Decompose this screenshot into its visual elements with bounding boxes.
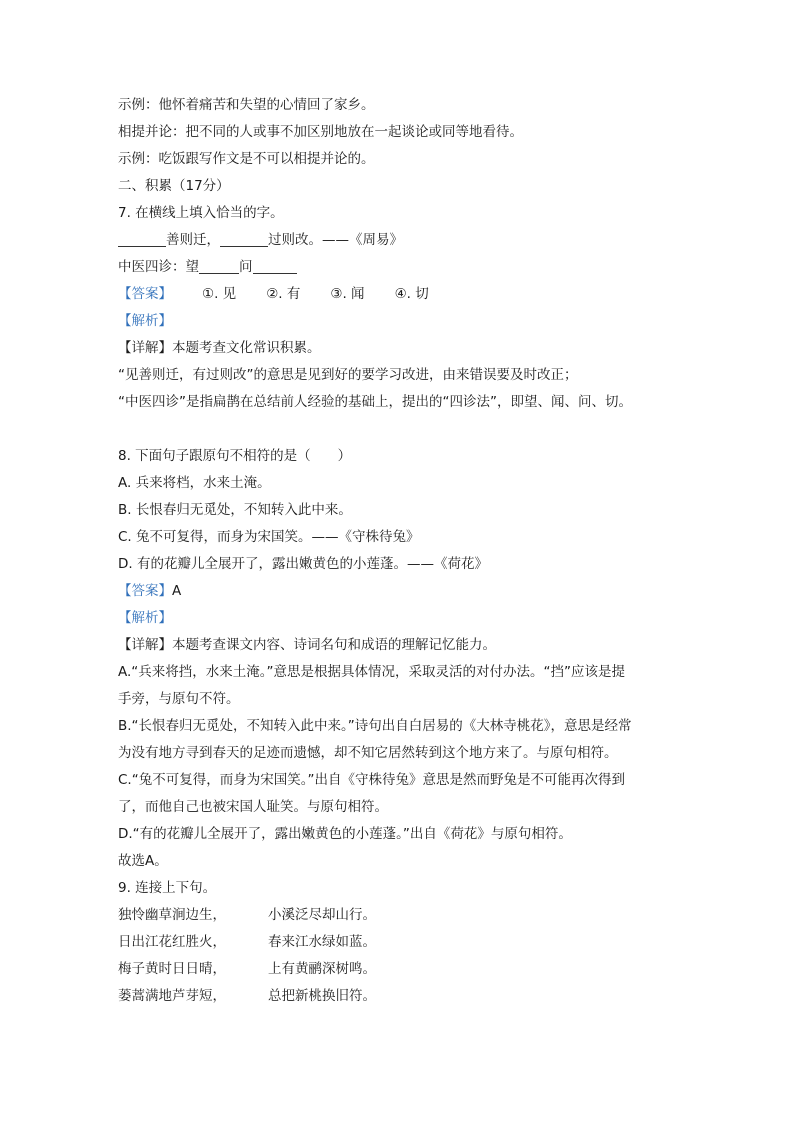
q7-text: 过则改。——《周易》: [268, 232, 403, 248]
analysis-tag: 【解析】: [118, 610, 172, 626]
q7-text: 中医四诊：望: [118, 259, 199, 275]
document-page: [118, 92, 678, 1010]
q7-explanation-1: “见善则迁，有过则改”的意思是见到好的要学习改进，由来错误要及时改正；: [118, 367, 578, 383]
answer-item: ④. 切: [394, 286, 429, 302]
poem-upper-line[interactable]: 梅子黄时日日晴，: [118, 961, 226, 977]
definition-line: 相提并论：把不同的人或事不加区别地放在一起谈论或同等地看待。: [118, 124, 523, 140]
q8-explanation-line: D.“有的花瓣儿全展开了，露出嫩黄色的小莲蓬。”出自《荷花》与原句相符。: [118, 826, 572, 842]
q8-analysis-tag-line: [118, 605, 678, 632]
answer-item: ②. 有: [266, 286, 301, 302]
poem-upper-line[interactable]: 独怜幽草涧边生，: [118, 907, 226, 923]
q8-explanation-line: 为没有地方寻到春天的足迹而遗憾，却不知它居然转到这个地方来了。与原句相符。: [118, 745, 618, 761]
q8-detail-line: [118, 632, 678, 659]
q8-explanation-line: 手旁，与原句不符。: [118, 691, 240, 707]
q7-answer-line: [118, 281, 678, 308]
q8-answer-line: [118, 578, 678, 605]
q8-option-b: B. 长恨春归无觅处，不知转入此中来。: [118, 502, 352, 518]
example-line-2: 示例：吃饭跟写作文是不可以相提并论的。: [118, 151, 375, 167]
poem-lower-line[interactable]: 上有黄鹂深树鸣。: [268, 961, 376, 977]
question-7-stem: 7. 在横线上填入恰当的字。: [118, 205, 284, 221]
q8-conclusion: 故选A。: [118, 853, 168, 869]
fill-blank[interactable]: [220, 230, 268, 247]
fill-blank[interactable]: [253, 257, 297, 274]
detail-tag: 【详解】: [118, 340, 172, 356]
answer-tag: 【答案】: [118, 583, 172, 599]
spacer: [118, 416, 678, 443]
q8-option-a: A. 兵来将档，水来土淹。: [118, 475, 271, 491]
question-8-stem: 8. 下面句子跟原句不相符的是（ ）: [118, 448, 352, 464]
q8-option-d: D. 有的花瓣儿全展开了，露出嫩黄色的小莲蓬。——《荷花》: [118, 556, 488, 572]
answer-item: ③. 闻: [330, 286, 365, 302]
q8-explanation-line: C.“兔不可复得，而身为宋国笑。”出自《守株待兔》意思是然而野兔是不可能再次得到: [118, 772, 625, 788]
poem-lower-line[interactable]: 总把新桃换旧符。: [268, 988, 376, 1004]
q9-pair: [118, 902, 678, 929]
q8-explanation-line: 了，而他自己也被宋国人耻笑。与原句相符。: [118, 799, 388, 815]
question-9-stem: 9. 连接上下句。: [118, 880, 217, 896]
detail-text: 本题考查课文内容、诗词名句和成语的理解记忆能力。: [172, 637, 496, 653]
detail-tag: 【详解】: [118, 637, 172, 653]
poem-upper-line[interactable]: 日出江花红胜火，: [118, 934, 226, 950]
q7-text: 善则迁，: [166, 232, 220, 248]
q7-analysis-tag-line: [118, 308, 678, 335]
q9-pair: [118, 929, 678, 956]
poem-upper-line[interactable]: 蒌蒿满地芦芽短，: [118, 988, 226, 1004]
analysis-tag: 【解析】: [118, 313, 172, 329]
poem-lower-line[interactable]: 小溪泛尽却山行。: [268, 907, 376, 923]
q9-pair: [118, 956, 678, 983]
section-heading: 二、积累（17分）: [118, 178, 230, 194]
q9-pair: [118, 983, 678, 1010]
answer-value: A: [172, 583, 182, 599]
q8-explanation-line: B.“长恨春归无觅处，不知转入此中来。”诗句出自白居易的《大林寺桃花》，意思是经常: [118, 718, 632, 734]
q7-fill-line-2: [118, 254, 678, 281]
fill-blank[interactable]: [199, 257, 239, 274]
answer-tag: 【答案】: [118, 286, 172, 302]
q7-explanation-2: “中医四诊”是指扁鹊在总结前人经验的基础上，提出的“四诊法”，即望、闻、问、切。: [118, 394, 632, 410]
answer-item: ①. 见: [202, 286, 237, 302]
q8-explanation-line: A.“兵来将挡，水来土淹。”意思是根据具体情况，采取灵活的对付办法。“挡”应该是提: [118, 664, 626, 680]
q7-fill-line-1: [118, 227, 678, 254]
q7-text: 问: [239, 259, 253, 275]
q8-option-c: C. 兔不可复得，而身为宋国笑。——《守株待兔》: [118, 529, 420, 545]
example-line-1: 示例：他怀着痛苦和失望的心情回了家乡。: [118, 97, 375, 113]
q7-detail-line: [118, 335, 678, 362]
detail-text: 本题考查文化常识积累。: [172, 340, 321, 356]
poem-lower-line[interactable]: 春来江水绿如蓝。: [268, 934, 376, 950]
fill-blank[interactable]: [118, 230, 166, 247]
